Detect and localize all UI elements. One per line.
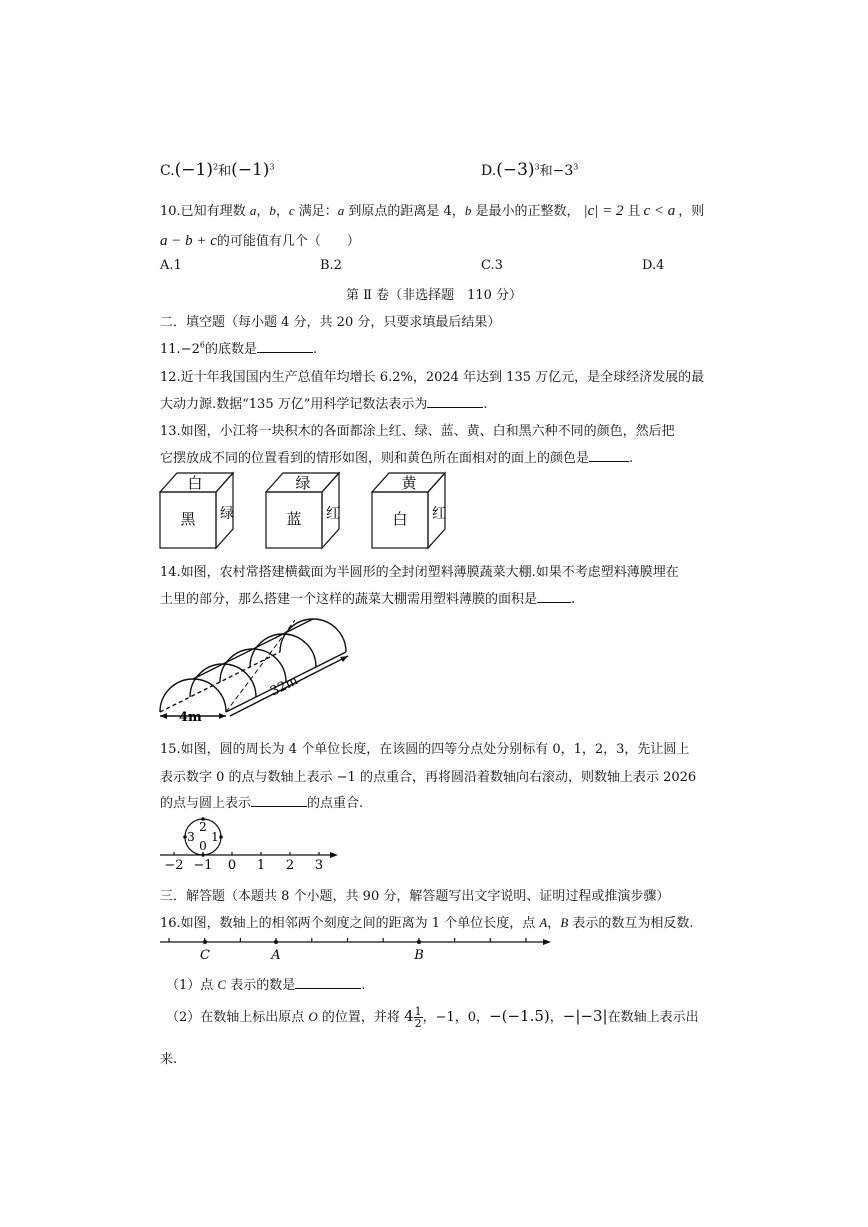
axis-tick-label: 2 bbox=[285, 858, 295, 872]
q11: $11.-2^6$的底数是 . bbox=[160, 340, 318, 357]
q13-answer-blank bbox=[589, 449, 629, 462]
axis-tick-label: 3 bbox=[314, 858, 324, 872]
cube-1-top-label: 白 bbox=[187, 474, 203, 492]
cube-1-front-label: 黑 bbox=[180, 510, 196, 528]
q10-option-c: C.3 bbox=[481, 258, 503, 273]
axis-tick-label: 1 bbox=[256, 858, 266, 872]
q16-number-line bbox=[155, 932, 560, 962]
q10-option-d: D.4 bbox=[642, 258, 665, 273]
axis-tick-label: 0 bbox=[227, 858, 237, 872]
axis-tick-label: −2 bbox=[164, 858, 184, 872]
point-a-label: A bbox=[271, 948, 281, 962]
q14-answer-blank bbox=[537, 590, 571, 603]
section-2-title: 第 Ⅱ 卷（非选择题 110 分） bbox=[346, 288, 523, 303]
answer-heading: 三．解答题（本题共 8 个小题，共 90 分，解答题写出文字说明、证明过程或推演步骤） bbox=[160, 889, 670, 904]
q12-line2: 大动力源.数据“135 万亿”用科学记数法表示为 . bbox=[160, 397, 488, 412]
q10-option-b: B.2 bbox=[320, 258, 342, 273]
q15-answer-blank bbox=[251, 794, 307, 807]
q14-greenhouse-figure bbox=[155, 604, 360, 726]
q11-answer-blank bbox=[257, 340, 313, 353]
circle-label-right: 1 bbox=[211, 830, 219, 844]
point-b-label: B bbox=[414, 948, 424, 962]
circle-label-left: 3 bbox=[187, 830, 195, 844]
cube-2-front-label: 蓝 bbox=[286, 510, 302, 528]
q10-line2: a − b + c的可能值有几个（ ） bbox=[160, 233, 360, 249]
q14-line1: 14.如图，农村常搭建横截面为半圆形的全封闭塑料薄膜蔬菜大棚.如果不考虑塑料薄膜埋在 bbox=[160, 565, 679, 580]
q13-line1: 13.如图，小江将一块积木的各面都涂上红、绿、蓝、黄、白和黑六种不同的颜色，然后把 bbox=[160, 424, 675, 439]
q15-line1: 15.如图，圆的周长为 4 个单位长度，在该圆的四等分点处分别标有 0，1，2，3，先让圆上 bbox=[160, 742, 690, 757]
q16-sub2: （2）在数轴上标出原点 O 的位置，并将 4 $\frac{1}{2}$ ，−1，0，−(−1.5)，−|−3|在数轴上表示出 bbox=[166, 1005, 699, 1030]
q15-line2: 表示数字 0 的点与数轴上表示 −1 的点重合，再将圆沿着数轴向右滚动，则数轴上表示 2026 bbox=[160, 770, 697, 785]
q9-option-c: $C.(-1)^2$和$(-1)^3$ bbox=[160, 160, 275, 180]
q12-line1: 12.近十年我国国内生产总值年均增长 6.2%，2024 年达到 135 万亿元，是全球经济发展的最 bbox=[160, 370, 705, 385]
q13-cubes-figure bbox=[155, 468, 465, 553]
axis-tick-label: −1 bbox=[193, 858, 213, 872]
cube-3-side-label: 红 bbox=[432, 506, 446, 522]
q15-circle-axis-figure bbox=[155, 812, 345, 872]
point-c-label: C bbox=[200, 948, 210, 962]
point-b bbox=[417, 940, 421, 944]
cube-3-front-label: 白 bbox=[392, 510, 408, 528]
point-c bbox=[203, 940, 207, 944]
q16-sub2-cont: 来. bbox=[160, 1052, 178, 1067]
q16-answer-blank bbox=[295, 976, 361, 989]
circle-label-top: 2 bbox=[199, 820, 207, 834]
q10-line1: 10.已知有理数 a，b，c 满足：a 到原点的距离是 4，b 是最小的正整数， |c| = 2 且 c < a ，则 bbox=[160, 203, 705, 219]
q15-line3: 的点与圆上表示 的点重合. bbox=[160, 796, 364, 811]
cube-1-side-label: 绿 bbox=[220, 506, 234, 522]
width-label: 4m bbox=[179, 710, 202, 725]
point-a bbox=[274, 940, 278, 944]
length-label: 32m bbox=[268, 673, 301, 700]
q14-line2: 土里的部分，那么搭建一个这样的蔬菜大棚需用塑料薄膜的面积是 . bbox=[160, 592, 576, 607]
cube-2-top-label: 绿 bbox=[295, 474, 311, 492]
q10-option-a: A.1 bbox=[160, 258, 182, 273]
fill-in-heading: 二．填空题（每小题 4 分，共 20 分，只要求填最后结果） bbox=[160, 315, 501, 330]
cube-2-side-label: 红 bbox=[326, 506, 340, 522]
q9-option-d: $D.(-3)^3$和$-3^3$ bbox=[481, 160, 579, 180]
circle-label-bottom: 0 bbox=[199, 839, 207, 853]
q13-line2: 它摆放成不同的位置看到的情形如图，则和黄色所在面相对的面上的颜色是 . bbox=[160, 451, 634, 466]
q16-line1: 16.如图，数轴上的相邻两个刻度之间的距离为 1 个单位长度，点 A，B 表示的数互为相反数. bbox=[160, 915, 694, 931]
cube-3-top-label: 黄 bbox=[401, 474, 417, 492]
q12-answer-blank bbox=[427, 395, 483, 408]
q16-sub1: （1）点 C 表示的数是 . bbox=[166, 977, 366, 993]
